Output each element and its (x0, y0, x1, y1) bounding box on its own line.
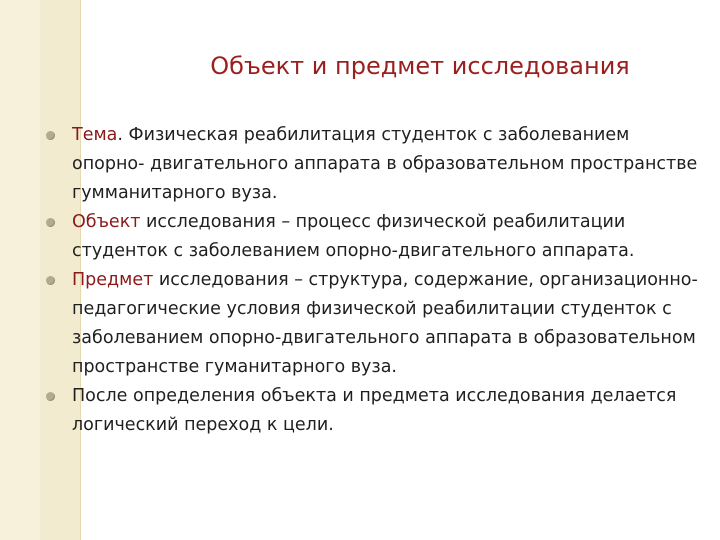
bullet-dot-icon (46, 392, 55, 401)
bullet-dot-icon (46, 276, 55, 285)
bullet-list (36, 121, 706, 440)
bullet-dot-icon (46, 218, 55, 227)
bullet-dot-icon (46, 131, 55, 140)
decorative-side-band-inner (0, 0, 40, 540)
bullet-term-suffix: исследования (140, 212, 276, 232)
bullet-item-conclusion (36, 382, 706, 440)
slide-title: Объект и предмет исследования (210, 52, 630, 80)
bullet-term: Тема (72, 125, 118, 145)
bullet-term-suffix: исследования (153, 270, 289, 290)
bullet-item-object (36, 208, 706, 266)
bullet-term: Предмет (72, 270, 154, 290)
bullet-text: . Физическая реабилитация студенток с заболеванием опорно- двигательного аппарата в образовательном пространстве гумманитарного вуза. (72, 125, 698, 203)
bullet-text: – процесс физической реабилитации студенток с заболеванием опорно-двигательного аппарата. (72, 212, 635, 261)
bullet-item-topic (36, 121, 706, 208)
bullet-text: После определения объекта и предмета исследования делается логический переход к цели. (72, 386, 677, 435)
bullet-term: Объект (72, 212, 141, 232)
bullet-item-subject (36, 266, 706, 382)
bullet-text: – структура, содержание, организационно-педагогические условия физической реабилитации студенток с заболеванием опорно-двигательного аппарата в образовательном пространстве гуманитарного вуза. (72, 270, 698, 377)
